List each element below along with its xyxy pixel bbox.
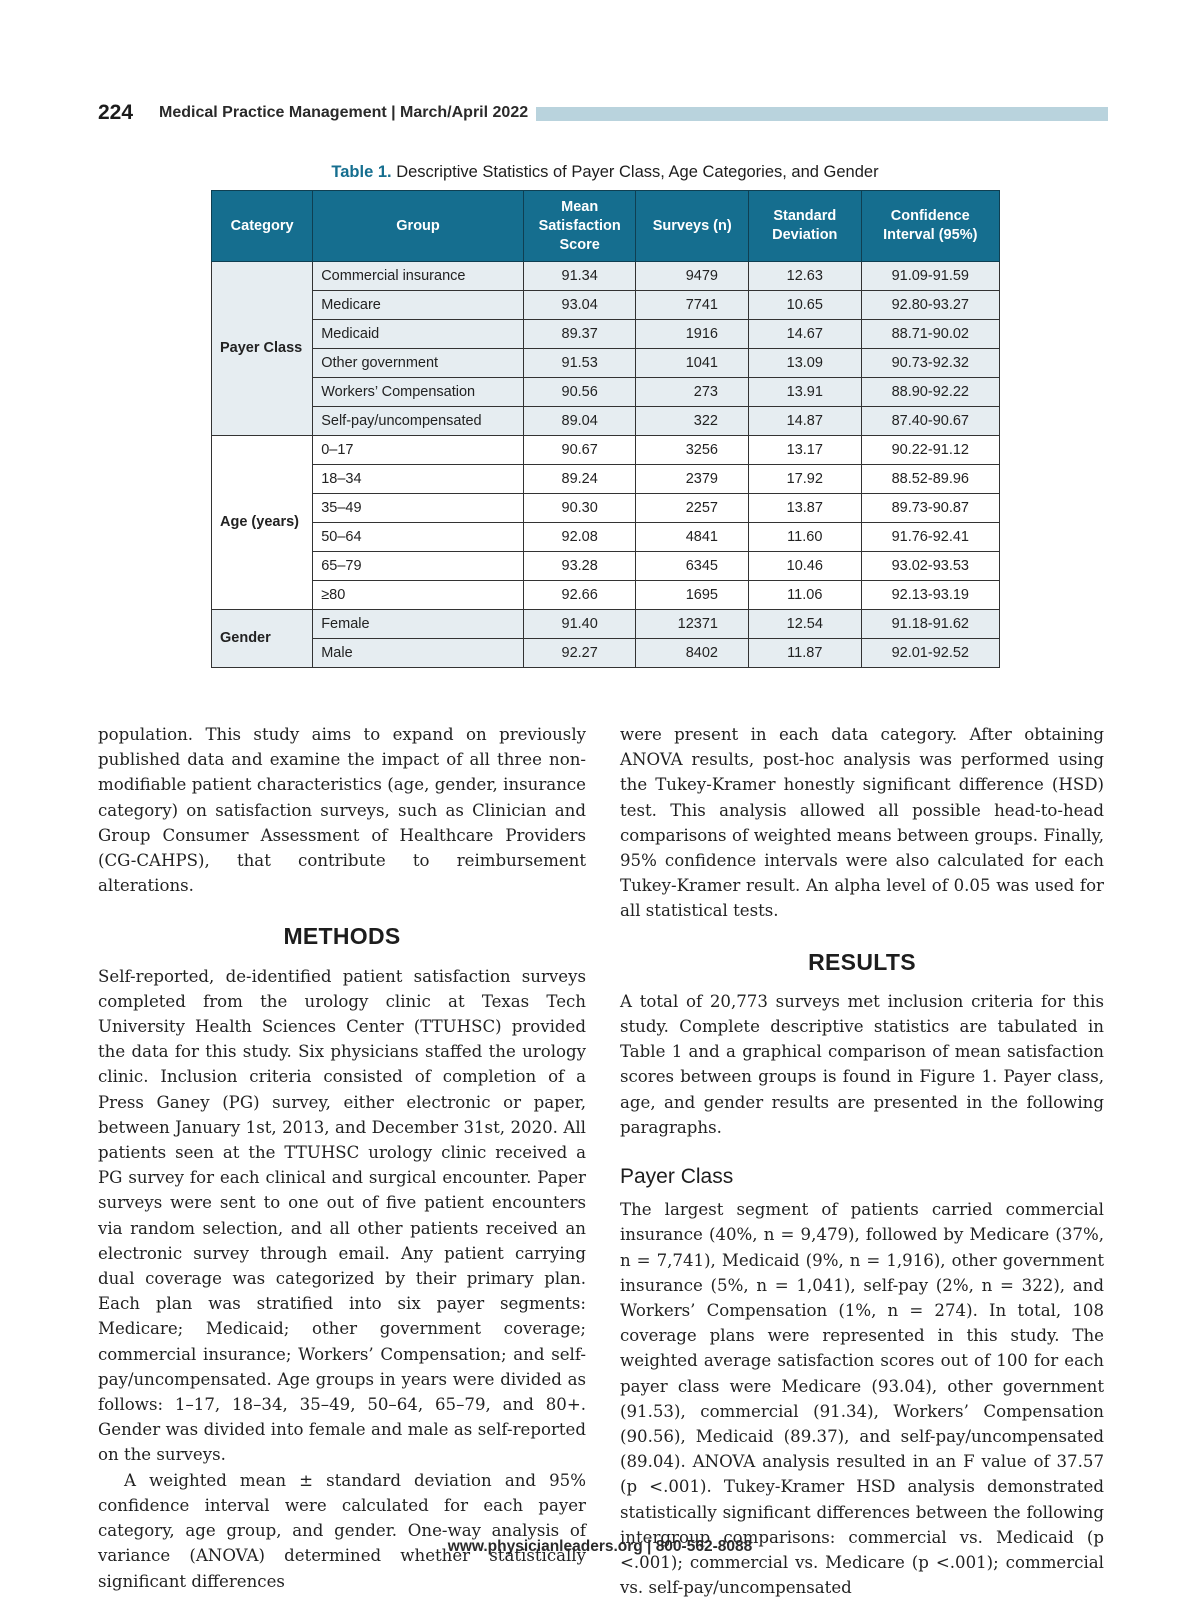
cell-ci: 88.90-92.22 xyxy=(861,378,999,407)
cell-mean: 92.08 xyxy=(523,523,636,552)
table-row xyxy=(212,436,1000,465)
cell-mean: 89.04 xyxy=(523,407,636,436)
cell-mean: 91.53 xyxy=(523,349,636,378)
table-title: Descriptive Statistics of Payer Class, Age Categories, and Gender xyxy=(391,163,879,181)
table-row xyxy=(212,407,1000,436)
methods-paragraph-2: A weighted mean ± standard deviation and 95% confidence interval were calculated for each payer category, age group, and gender. One-way analysis of variance (ANOVA) determined whether statistically significant differences xyxy=(98,1470,586,1591)
cell-mean: 93.28 xyxy=(523,552,636,581)
cell-group: Medicaid xyxy=(313,320,524,349)
cell-mean: 91.40 xyxy=(523,610,636,639)
cell-ci: 88.52-89.96 xyxy=(861,465,999,494)
cell-group: Medicare xyxy=(313,291,524,320)
cell-sd: 10.65 xyxy=(749,291,862,320)
cell-sd: 14.67 xyxy=(749,320,862,349)
header-ci: Confidence Interval (95%) xyxy=(861,191,999,262)
cell-sd: 11.60 xyxy=(749,523,862,552)
cell-sd: 17.92 xyxy=(749,465,862,494)
left-text-column xyxy=(98,722,586,1594)
cell-sd: 13.17 xyxy=(749,436,862,465)
category-gender: Gender xyxy=(212,610,313,668)
table-row xyxy=(212,552,1000,581)
cell-group: Male xyxy=(313,639,524,668)
cell-n: 4841 xyxy=(636,523,749,552)
cell-ci: 90.22-91.12 xyxy=(861,436,999,465)
cell-mean: 90.67 xyxy=(523,436,636,465)
cell-mean: 92.27 xyxy=(523,639,636,668)
cell-sd: 14.87 xyxy=(749,407,862,436)
header-category: Category xyxy=(212,191,313,262)
cell-group: Workers’ Compensation xyxy=(313,378,524,407)
cell-n: 8402 xyxy=(636,639,749,668)
right-text-column xyxy=(620,722,1104,1601)
journal-title: Medical Practice Management | March/April 2022 xyxy=(159,104,529,121)
cell-mean: 91.34 xyxy=(523,262,636,291)
cell-group: Female xyxy=(313,610,524,639)
table-header-row xyxy=(212,191,1000,262)
table-row xyxy=(212,465,1000,494)
cell-mean: 89.37 xyxy=(523,320,636,349)
table-row xyxy=(212,610,1000,639)
cell-ci: 92.80-93.27 xyxy=(861,291,999,320)
cell-group: Commercial insurance xyxy=(313,262,524,291)
cell-group: 0–17 xyxy=(313,436,524,465)
cell-sd: 11.06 xyxy=(749,581,862,610)
table-row xyxy=(212,523,1000,552)
category-age: Age (years) xyxy=(212,436,313,610)
cell-sd: 13.91 xyxy=(749,378,862,407)
header-surveys: Surveys (n) xyxy=(636,191,749,262)
methods-continued-paragraph: were present in each data category. After obtaining ANOVA results, post-hoc analysis was performed using the Tukey-Kramer honestly significant difference (HSD) test. This analysis allowed all possible head-to-head comparisons of weighted means between groups. Finally, 95% confidence intervals were also calculated for each Tukey-Kramer result. An alpha level of 0.05 was used for all statistical tests. xyxy=(620,725,1104,921)
table-caption xyxy=(210,163,1000,182)
header-group: Group xyxy=(313,191,524,262)
cell-group: 65–79 xyxy=(313,552,524,581)
header-rule-bar xyxy=(536,107,1108,121)
methods-heading: METHODS xyxy=(283,923,401,950)
cell-ci: 90.73-92.32 xyxy=(861,349,999,378)
table-row xyxy=(212,349,1000,378)
cell-ci: 92.01-92.52 xyxy=(861,639,999,668)
table-label: Table 1. xyxy=(331,163,392,181)
cell-n: 12371 xyxy=(636,610,749,639)
table-row xyxy=(212,639,1000,668)
cell-n: 3256 xyxy=(636,436,749,465)
table-row xyxy=(212,581,1000,610)
cell-group: 50–64 xyxy=(313,523,524,552)
cell-n: 1041 xyxy=(636,349,749,378)
cell-ci: 93.02-93.53 xyxy=(861,552,999,581)
cell-sd: 13.09 xyxy=(749,349,862,378)
payer-class-heading: Payer Class xyxy=(620,1165,734,1189)
cell-n: 2379 xyxy=(636,465,749,494)
table-row xyxy=(212,291,1000,320)
cell-ci: 91.18-91.62 xyxy=(861,610,999,639)
cell-mean: 90.30 xyxy=(523,494,636,523)
cell-ci: 91.76-92.41 xyxy=(861,523,999,552)
cell-group: ≥80 xyxy=(313,581,524,610)
category-payer-class: Payer Class xyxy=(212,262,313,436)
cell-ci: 89.73-90.87 xyxy=(861,494,999,523)
header-sd: Standard Deviation xyxy=(749,191,862,262)
table-row xyxy=(212,378,1000,407)
payer-class-paragraph: The largest segment of patients carried commercial insurance (40%, n = 9,479), followed by Medicare (37%, n = 7,741), Medicaid (9%, n = 1,916), other government insurance (5%, n = 1,041), self-pay (2%, n = 322), and Workers’ Compensation (1%, n = 274). In total, 108 coverage plans were represented in this study. The weighted average satisfaction scores out of 100 for each payer class were Medicare (93.04), other government (91.53), commercial (91.34), Workers’ Compensation (90.56), Medicaid (89.37), and self-pay/uncompensated (89.04). ANOVA analysis resulted in an F value of 37.57 (p <.001). Tukey-Kramer HSD analysis demonstrated statistically significant differences between the following intergroup comparisons: commercial vs. Medicaid (p <.001); commercial vs. Medicare (p <.001); commercial vs. self-pay/uncompensated xyxy=(620,1200,1104,1598)
methods-paragraph-1: Self-reported, de-identified patient satisfaction surveys completed from the urology clinic at Texas Tech University Health Sciences Center (TTUHSC) provided the data for this study. Six physicians staffed the urology clinic. Inclusion criteria consisted of completion of a Press Ganey (PG) survey, either electronic or paper, between January 1st, 2013, and December 31st, 2020. All patients seen at the TTUHSC urology clinic received a PG survey for each clinical and surgical encounter. Paper surveys were sent to one out of five patient encounters via random selection, and all other patients received an electronic survey through email. Any patient carrying dual coverage was categorized by their primary plan. Each plan was stratified into six payer segments: Medicare; Medicaid; other government coverage; commercial insurance; Workers’ Compensation; and self-pay/uncompensated. Age groups in years were divided as follows: 1–17, 18–34, 35–49, 50–64, 65–79, and 80+. Gender was divided into female and male as self-reported on the surveys. xyxy=(98,966,586,1465)
intro-paragraph: population. This study aims to expand on previously published data and examine the impact of all three non-modifiable patient characteristics (age, gender, insurance category) on satisfaction surveys, such as Clinician and Group Consumer Assessment of Healthcare Providers (CG-CAHPS), that contribute to reimbursement alterations. xyxy=(98,725,586,896)
descriptive-statistics-table xyxy=(211,190,1000,668)
cell-sd: 12.63 xyxy=(749,262,862,291)
table-row xyxy=(212,320,1000,349)
cell-mean: 90.56 xyxy=(523,378,636,407)
cell-sd: 11.87 xyxy=(749,639,862,668)
cell-group: Self-pay/uncompensated xyxy=(313,407,524,436)
cell-ci: 88.71-90.02 xyxy=(861,320,999,349)
cell-n: 9479 xyxy=(636,262,749,291)
cell-ci: 91.09-91.59 xyxy=(861,262,999,291)
cell-n: 1916 xyxy=(636,320,749,349)
cell-n: 7741 xyxy=(636,291,749,320)
cell-sd: 13.87 xyxy=(749,494,862,523)
cell-ci: 92.13-93.19 xyxy=(861,581,999,610)
cell-n: 6345 xyxy=(636,552,749,581)
cell-group: Other government xyxy=(313,349,524,378)
page-header xyxy=(98,98,1108,128)
cell-group: 35–49 xyxy=(313,494,524,523)
table-row xyxy=(212,262,1000,291)
cell-group: 18–34 xyxy=(313,465,524,494)
cell-ci: 87.40-90.67 xyxy=(861,407,999,436)
cell-sd: 10.46 xyxy=(749,552,862,581)
page-footer: www.physicianleaders.org | 800-562-8088 xyxy=(447,1538,753,1555)
cell-mean: 89.24 xyxy=(523,465,636,494)
cell-n: 273 xyxy=(636,378,749,407)
cell-n: 322 xyxy=(636,407,749,436)
cell-mean: 93.04 xyxy=(523,291,636,320)
header-mean: Mean Satisfaction Score xyxy=(523,191,636,262)
results-heading: RESULTS xyxy=(808,948,916,975)
page-number: 224 xyxy=(98,101,134,124)
cell-n: 1695 xyxy=(636,581,749,610)
table-row xyxy=(212,494,1000,523)
cell-sd: 12.54 xyxy=(749,610,862,639)
results-paragraph-1: A total of 20,773 surveys met inclusion criteria for this study. Complete descriptive statistics are tabulated in Table 1 and a graphical comparison of mean satisfaction scores between groups is found in Figure 1. Payer class, age, and gender results are presented in the following paragraphs. xyxy=(620,991,1104,1137)
cell-n: 2257 xyxy=(636,494,749,523)
cell-mean: 92.66 xyxy=(523,581,636,610)
